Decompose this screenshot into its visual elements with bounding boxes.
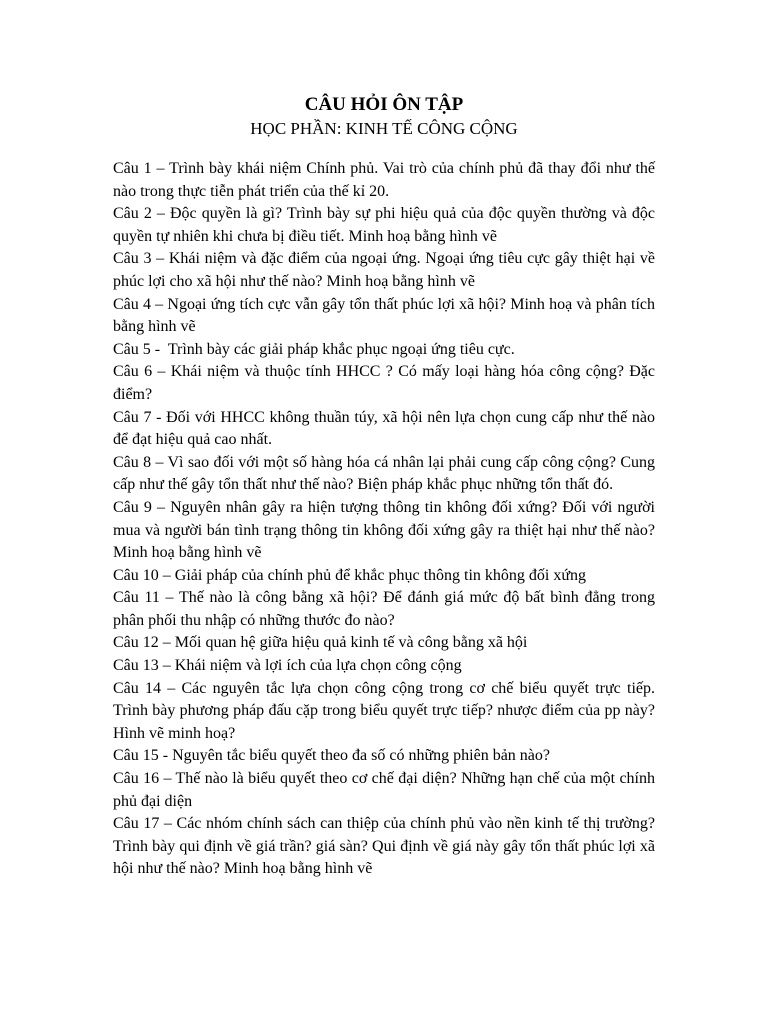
question-item: Câu 1 – Trình bày khái niệm Chính phủ. Vai trò của chính phủ đã thay đổi như thế nào trong thực tiễn phát triển của thế kỉ 20. <box>113 160 659 200</box>
question-item: Câu 14 – Các nguyên tắc lựa chọn công cộng trong cơ chế biểu quyết trực tiếp. Trình bày phương pháp đấu cặp trong biểu quyết trực tiếp? nhược điểm của pp này? Hình vẽ minh hoạ? <box>113 679 659 742</box>
question-item: Câu 16 – Thế nào là biểu quyết theo cơ chế đại diện? Những hạn chế của một chính phủ đại diện <box>113 770 659 810</box>
question-item: Câu 6 – Khái niệm và thuộc tính HHCC ? Có mấy loại hàng hóa công cộng? Đặc điểm? <box>113 363 659 403</box>
question-item: Câu 9 – Nguyên nhân gây ra hiện tượng thông tin không đối xứng? Đối với người mua và người bán tình trạng thông tin không đối xứng gây ra thiệt hại như thế nào? Minh hoạ bằng hình vẽ <box>113 498 659 562</box>
question-item: Câu 15 - Nguyên tắc biểu quyết theo đa số có những phiên bản nào? <box>113 747 550 765</box>
question-item: Câu 8 – Vì sao đối với một số hàng hóa cá nhân lại phải cung cấp công cộng? Cung cấp như thế gây tổn thất như thế nào? Biện pháp khắc phục những tổn thất đó. <box>113 453 659 494</box>
question-item: Câu 17 – Các nhóm chính sách can thiệp của chính phủ vào nền kinh tế thị trường? Trình bày qui định về giá trần? giá sàn? Qui định về giá này gây tổn thất phúc lợi xã hội như thế nào? Minh hoạ bằng hình vẽ <box>113 815 659 878</box>
question-item: Câu 3 – Khái niệm và đặc điểm của ngoại ứng. Ngoại ứng tiêu cực gây thiệt hại về phúc lợi cho xã hội như thế nào? Minh hoạ bằng hình vẽ <box>113 250 659 290</box>
document-subtitle: HỌC PHẦN: KINH TẾ CÔNG CỘNG <box>250 119 518 138</box>
question-item: Câu 4 – Ngoại ứng tích cực vẫn gây tổn thất phúc lợi xã hội? Minh hoạ và phân tích bằng hình vẽ <box>113 295 659 336</box>
question-item: Câu 12 – Mối quan hệ giữa hiệu quả kinh tế và công bằng xã hội <box>113 634 528 652</box>
question-item: Câu 10 – Giải pháp của chính phủ để khắc phục thông tin không đối xứng <box>113 566 587 584</box>
question-item: Câu 11 – Thế nào là công bằng xã hội? Để đánh giá mức độ bất bình đẳng trong phân phối thu nhập có những thước đo nào? <box>113 589 659 629</box>
question-item: Câu 5 - Trình bày các giải pháp khắc phục ngoại ứng tiêu cực. <box>113 340 515 358</box>
question-list <box>113 158 659 881</box>
question-item: Câu 2 – Độc quyền là gì? Trình bày sự phi hiệu quả của độc quyền thường và độc quyền tự nhiên khi chưa bị điều tiết. Minh hoạ bằng hình vẽ <box>113 205 659 245</box>
document-title: CÂU HỎI ÔN TẬP <box>304 94 464 115</box>
question-item: Câu 7 - Đối với HHCC không thuần túy, xã hội nên lựa chọn cung cấp như thế nào để đạt hiệu quả cao nhất. <box>113 408 659 449</box>
question-item: Câu 13 – Khái niệm và lợi ích của lựa chọn công cộng <box>113 657 462 675</box>
